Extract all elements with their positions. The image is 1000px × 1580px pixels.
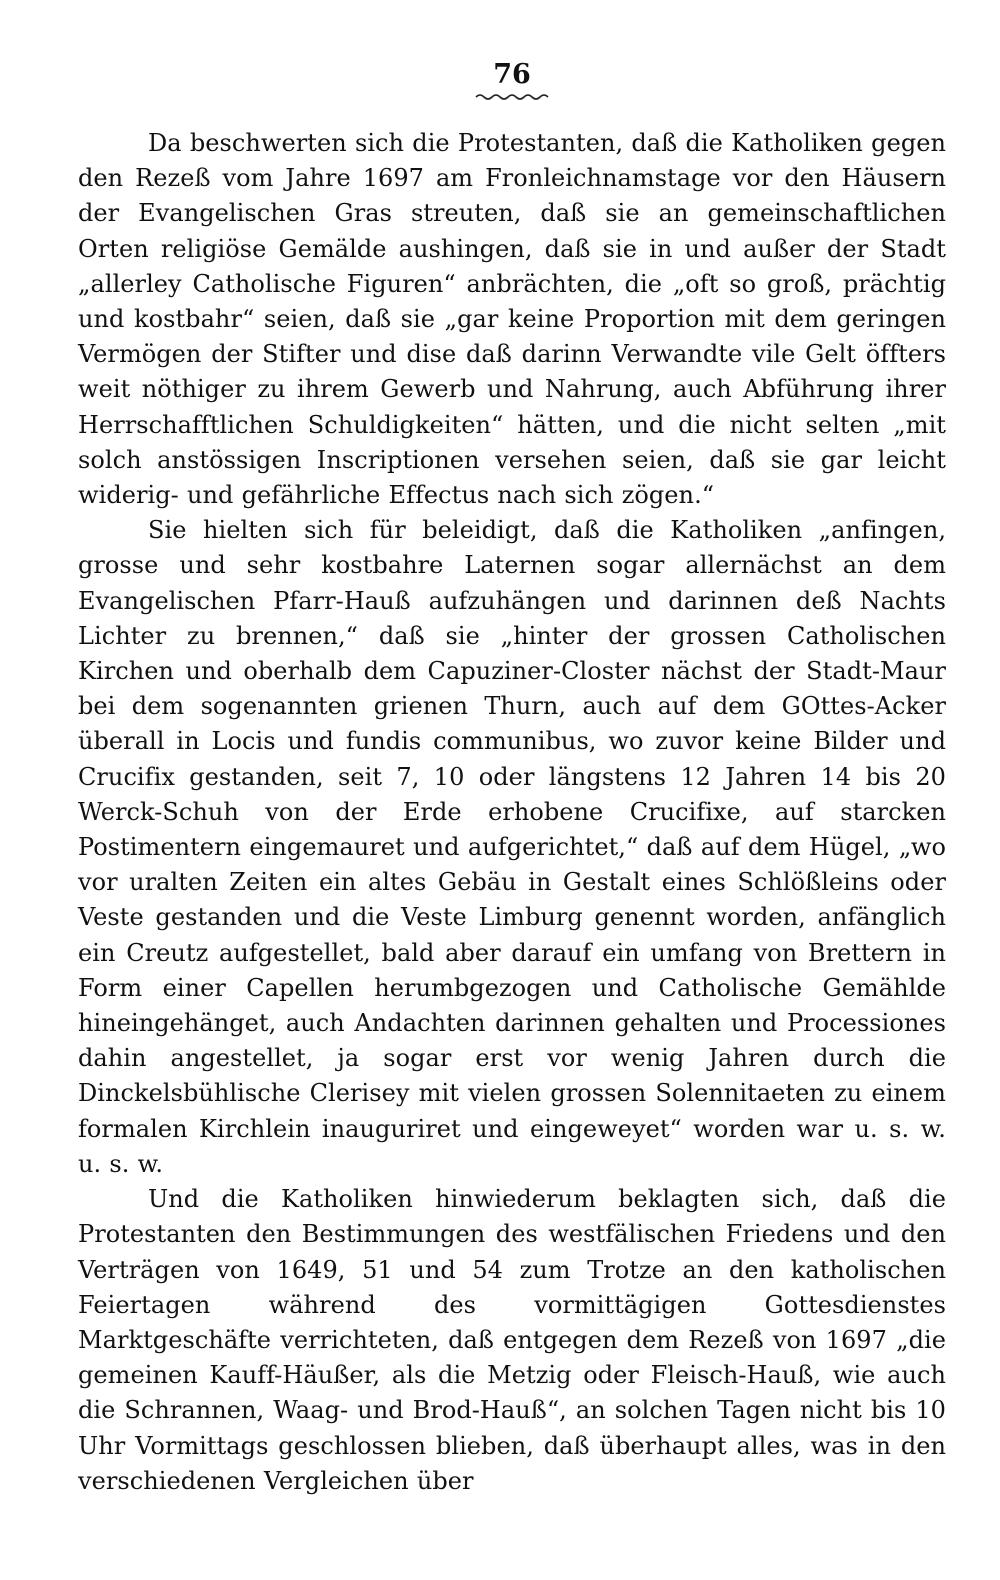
page-number: 76 (493, 59, 531, 90)
paragraph: Und die Katholiken hinwiederum beklagten sich, daß die Protestanten den Bestimmungen des westfälischen Friedens und den Verträgen von 1649, 51 und 54 zum Trotze an den katholischen Feiertagen während des vormittägigen Gottesdienstes Marktgeschäfte verrichteten, daß entgegen dem Rezeß von 1697 „die gemeinen Kauff-Häußer, als die Metzig oder Fleisch-Hauß, wie auch die Schrannen, Waag- und Brod-Hauß“, an solchen Tagen nicht bis 10 Uhr Vormittags geschlossen blieben, daß überhaupt alles, was in den verschiedenen Vergleichen über (78, 1185, 946, 1495)
body-text (78, 126, 946, 1499)
wavy-rule-icon (474, 92, 550, 102)
paragraph: Sie hielten sich für beleidigt, daß die Katholiken „anfingen, grosse und sehr kostbahre Laternen sogar allernächst an dem Evangelischen Pfarr-Hauß aufzuhängen und darinnen deß Nachts Lichter zu brennen,“ daß sie „hinter der grossen Catholischen Kirchen und oberhalb dem Capuziner-Closter nächst der Stadt-Maur bei dem sogenannten grienen Thurn, auch auf dem GOttes-Acker überall in Locis und fundis communibus, wo zuvor keine Bilder und Crucifix gestanden, seit 7, 10 oder längstens 12 Jahren 14 bis 20 Werck-Schuh von der Erde erhobene Crucifixe, auf starcken Postimentern eingemauret und aufgerichtet,“ daß auf dem Hügel, „wo vor uralten Zeiten ein altes Gebäu in Gestalt eines Schlößleins oder Veste gestanden und die Veste Limburg genennt worden, anfänglich ein Creutz aufgestellet, bald aber darauf ein umfang von Brettern in Form einer Capellen herumbgezogen und Catholische Gemählde hineingehänget, auch Andachten darinnen gehalten und Processiones dahin angestellet, ja sogar erst vor wenig Jahren durch die Dinckelsbühlische Clerisey mit vielen grossen Solennitaeten zu einem formalen Kirchlein inauguriret und eingeweyet“ worden war u. s. w. u. s. w. (78, 516, 946, 1178)
book-page (78, 58, 946, 1499)
paragraph: Da beschwerten sich die Protestanten, daß die Katholiken gegen den Rezeß vom Jahre 1697 am Fronleichnamstage vor den Häusern der Evangelischen Gras streuten, daß sie an gemeinschaftlichen Orten religiöse Gemälde aushingen, daß sie in und außer der Stadt „allerley Catholische Figuren“ anbrächten, die „oft so groß, prächtig und kostbahr“ seien, daß sie „gar keine Proportion mit dem geringen Vermögen der Stifter und dise daß darinn Verwandte vile Gelt öffters weit nöthiger zu ihrem Gewerb und Nahrung, auch Abführung ihrer Herrschafftlichen Schuldigkeiten“ hätten, und die nicht selten „mit solch anstössigen Inscriptionen versehen seien, daß sie gar leicht widerig- und gefährliche Effectus nach sich zögen.“ (78, 129, 946, 510)
